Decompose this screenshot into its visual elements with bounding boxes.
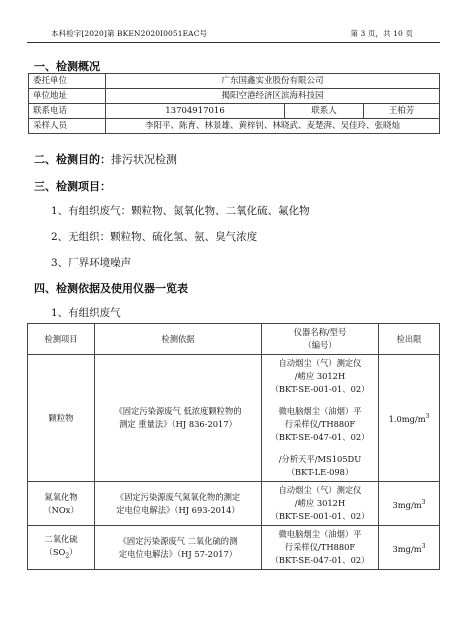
contact-label: 联系人 [285,104,364,119]
instrument-so2: 微电脑烟尘（油烟）平 行采样仪/TH880F （BKT-SE-047-01、02） [262,526,379,570]
table-row [29,104,440,119]
basis-particulate: 《固定污染源废气 低浓度颗粒物的 测定 重量法》（HJ 836-2017） [95,355,262,482]
limit-particulate: $1.0mg/m^3$ [379,355,440,482]
item-particulate: 颗粒物 [28,355,95,482]
contact-value: 王柏芳 [364,104,440,119]
section-title-overview: 一、检测概况 [34,60,100,73]
instrument-nox: 自动烟尘（气）测定仪 /崂应 3012H （BKT-SE-001-01、02） [262,482,379,526]
instrument-particulate: 自动烟尘（气）测定仪 /崂应 3012H （BKT-SE-001-01、02） 微电脑烟尘（油烟）平 行采样仪/TH880F （BKT-SE-047-01、02） /分析天平/MS105DU （BKT-LE-098） [262,355,379,482]
item-line: 1、有组织废气：颗粒物、氮氧化物、二氧化硫、氟化物 [51,205,310,217]
table-row [28,355,440,482]
page-number: 第 3 页，共 10 页 [350,29,413,38]
table-row [28,526,440,570]
address-value: 揭阳空港经济区滨海科技园 [106,89,440,104]
limit-nox: $3mg/m^3$ [379,482,440,526]
purpose-heading: 二、检测目的： [34,153,111,166]
limit-so2: $3mg/m^3$ [379,526,440,570]
item-line: 2、无组织：颗粒物、硫化氢、氨、臭气浓度 [51,231,258,243]
phone-value: 13704917016 [106,104,285,119]
table-header-row [28,324,440,355]
table-row [29,119,440,134]
col-header-instrument: 仪器名称/型号 （编号） [262,324,379,355]
col-header-limit: 检出限 [379,324,440,355]
table-row [29,74,440,89]
table-row [29,89,440,104]
table-row [28,482,440,526]
sampler-label: 采样人员 [29,119,106,134]
col-header-item: 检测项目 [28,324,95,355]
phone-label: 联系电话 [29,104,106,119]
item-so2: 二氧化硫 $(SO_2)$ [28,526,95,570]
report-number: 本科检字[2020]第 BKEN2020I0051EAC号 [51,29,208,38]
item-line: 3、厂界环境噪声 [51,257,132,269]
methods-table [27,323,440,570]
header-divider [27,42,440,43]
client-value: 广东国鑫实业股份有限公司 [106,74,440,89]
basis-nox: 《固定污染源废气氮氧化物的测定 定电位电解法》（HJ 693-2014） [95,482,262,526]
overview-table [28,73,440,134]
section-title-items: 三、检测项目： [34,180,111,193]
item-nox: 氮氧化物 （NOx） [28,482,95,526]
subsection-title: 1、有组织废气 [51,307,121,319]
address-label: 单位地址 [29,89,106,104]
purpose-value: 排污状况检测 [111,153,177,166]
section-title-purpose [34,151,177,167]
sampler-value: 李阳平、陈育、林景雄、黄梓钊、林晓武、麦楚湃、吴佳玲、张晓灿 [106,119,440,134]
client-label: 委托单位 [29,74,106,89]
basis-so2: 《固定污染源废气 二氧化硫的测 定电位电解法》（HJ 57-2017） [95,526,262,570]
col-header-basis: 检测依据 [95,324,262,355]
section-title-basis: 四、检测依据及使用仪器一览表 [34,282,188,295]
